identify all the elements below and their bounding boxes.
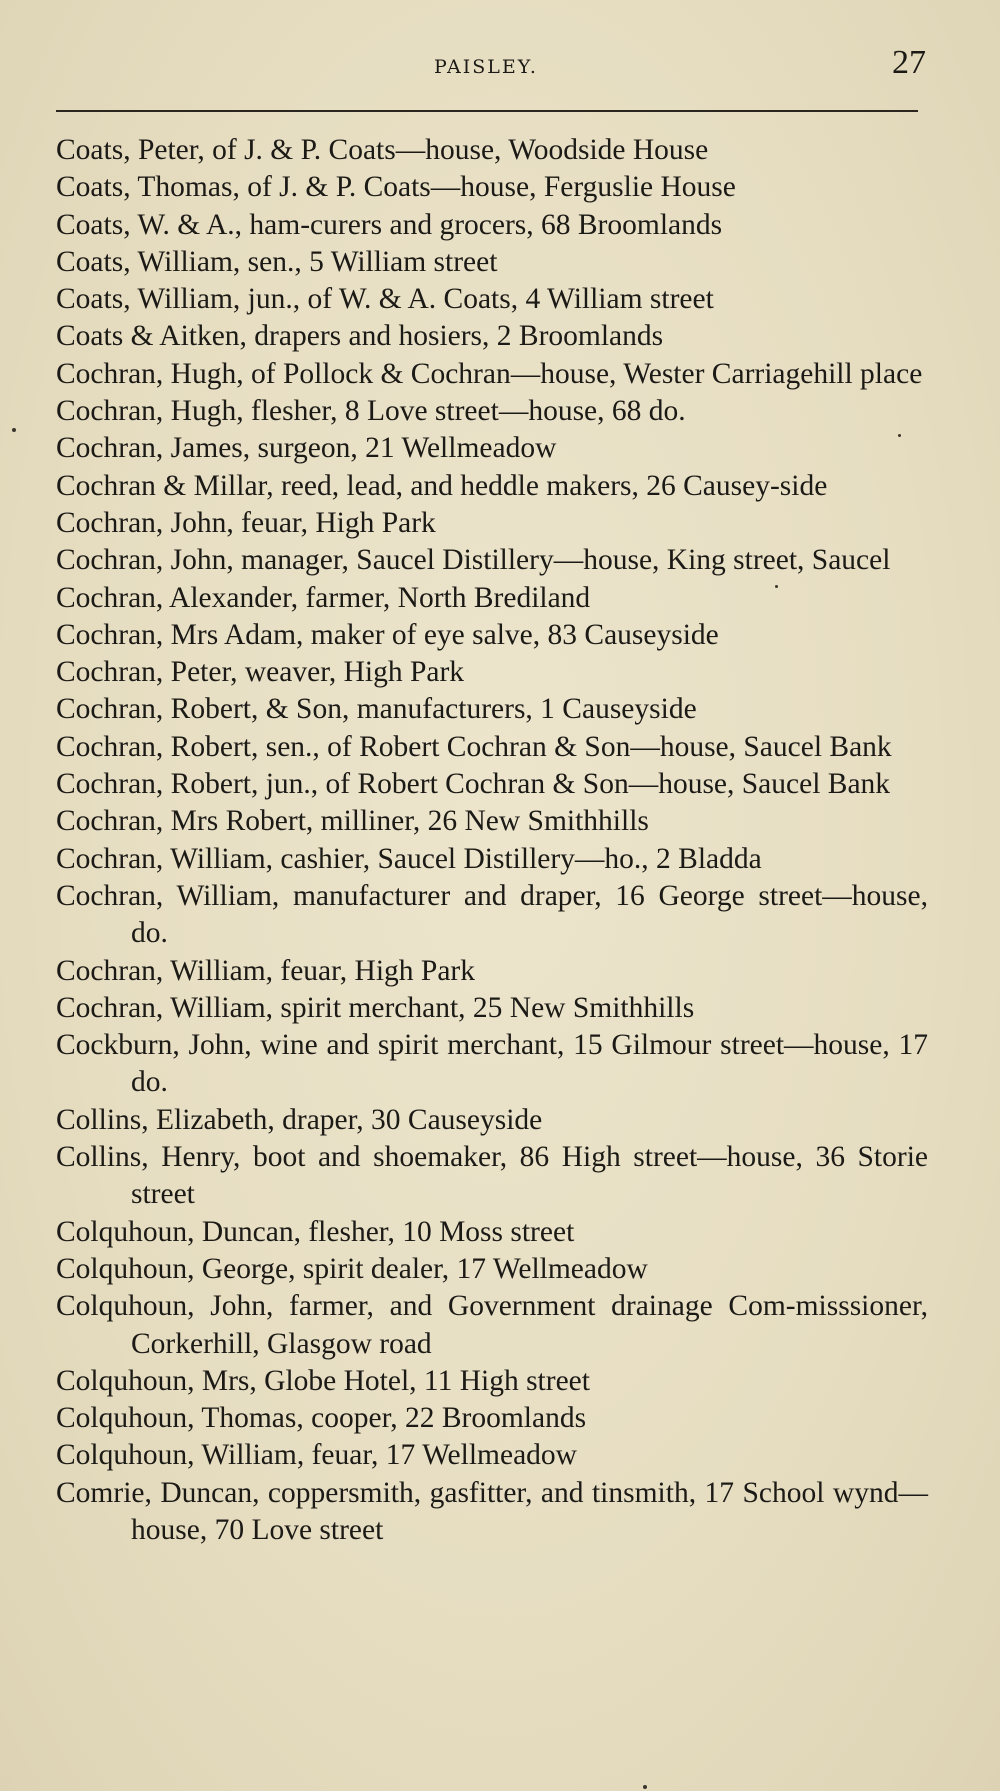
directory-entry: Colquhoun, George, spirit dealer, 17 Wellmeadow bbox=[56, 1252, 648, 1285]
directory-entry: Colquhoun, Thomas, cooper, 22 Broomlands bbox=[56, 1402, 587, 1435]
directory-entry: Collins, Henry, boot and shoemaker, 86 High street—house, 36 Storie street bbox=[56, 1141, 928, 1211]
directory-entry: Colquhoun, John, farmer, and Government drainage Com-misssioner, Corkerhill, Glasgow road bbox=[56, 1290, 928, 1360]
directory-entry: Cochran, John, feuar, High Park bbox=[56, 506, 436, 539]
directory-entry: Coats, Peter, of J. & P. Coats—house, Woodside House bbox=[56, 134, 709, 166]
directory-entry: Cochran, William, manufacturer and draper, 16 George street—house, do. bbox=[56, 879, 928, 950]
running-title: PAISLEY. bbox=[434, 56, 538, 78]
directory-entry: Colquhoun, Duncan, flesher, 10 Moss street bbox=[56, 1215, 575, 1248]
directory-entry: Cochran, Mrs Adam, maker of eye salve, 83 Causeyside bbox=[56, 618, 719, 651]
directory-entry: Cochran, William, feuar, High Park bbox=[56, 954, 475, 987]
directory-entry: Comrie, Duncan, coppersmith, gasfitter, and tinsmith, 17 School wynd—house, 70 Love street bbox=[56, 1476, 928, 1546]
directory-entry: Coats, W. & A., ham-curers and grocers, 68 Broomlands bbox=[56, 208, 723, 241]
directory-entry: Coats, William, jun., of W. & A. Coats, 4 William street bbox=[56, 283, 714, 316]
directory-entry: Cochran, Robert, sen., of Robert Cochran & Son—house, Saucel Bank bbox=[56, 730, 892, 763]
directory-entry: Colquhoun, Mrs, Globe Hotel, 11 High street bbox=[56, 1364, 590, 1397]
directory-entries bbox=[56, 132, 928, 1549]
directory-entry: Cochran, Hugh, of Pollock & Cochran—house, Wester Carriagehill place bbox=[56, 357, 923, 390]
directory-entry: Cochran, John, manager, Saucel Distillery—house, King street, Saucel bbox=[56, 544, 891, 577]
directory-entry: Cockburn, John, wine and spirit merchant, 15 Gilmour street—house, 17 do. bbox=[56, 1029, 928, 1099]
directory-entry: Coats, Thomas, of J. & P. Coats—house, Ferguslie House bbox=[56, 171, 736, 204]
directory-entry: Cochran, Hugh, flesher, 8 Love street—house, 68 do. bbox=[56, 395, 686, 428]
directory-entry: Cochran, Mrs Robert, milliner, 26 New Smithhills bbox=[56, 805, 649, 838]
ink-speck bbox=[898, 434, 901, 437]
page-number: 27 bbox=[892, 44, 926, 81]
directory-entry: Cochran, Robert, & Son, manufacturers, 1 Causeyside bbox=[56, 693, 697, 726]
directory-entry: Cochran, James, surgeon, 21 Wellmeadow bbox=[56, 432, 557, 465]
directory-entry: Cochran, William, spirit merchant, 25 New Smithhills bbox=[56, 991, 695, 1024]
running-head bbox=[0, 40, 1000, 90]
directory-entry: Cochran, Alexander, farmer, North Brediland bbox=[56, 581, 591, 614]
directory-entry: Cochran, Robert, jun., of Robert Cochran & Son—house, Saucel Bank bbox=[56, 768, 891, 801]
ink-speck bbox=[643, 1785, 647, 1789]
ink-speck bbox=[775, 585, 778, 588]
directory-entry: Collins, Elizabeth, draper, 30 Causeyside bbox=[56, 1103, 543, 1136]
header-rule bbox=[56, 110, 918, 112]
directory-entry: Coats & Aitken, drapers and hosiers, 2 Broomlands bbox=[56, 320, 664, 353]
directory-entry: Colquhoun, William, feuar, 17 Wellmeadow bbox=[56, 1439, 577, 1472]
directory-entry: Cochran, Peter, weaver, High Park bbox=[56, 656, 465, 689]
directory-entry: Cochran & Millar, reed, lead, and heddle makers, 26 Causey-side bbox=[56, 469, 828, 502]
directory-entry: Cochran, William, cashier, Saucel Distillery—ho., 2 Bladda bbox=[56, 842, 762, 875]
directory-entry: Coats, William, sen., 5 William street bbox=[56, 245, 498, 278]
ink-speck bbox=[12, 428, 16, 432]
